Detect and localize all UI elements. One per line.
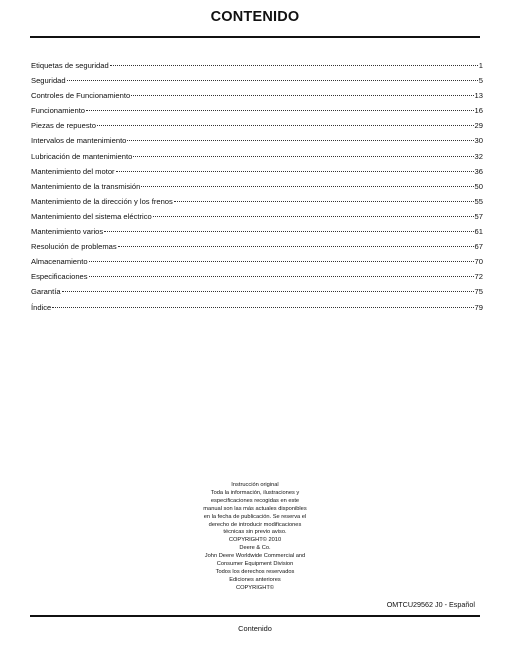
toc-entry-title: Garantía (31, 287, 61, 297)
toc-entry-page: 16 (474, 106, 483, 116)
toc-entry-page: 5 (478, 76, 483, 86)
toc-entry[interactable] (31, 118, 483, 133)
dot-leader (153, 216, 474, 217)
dot-leader (116, 171, 474, 172)
toc-entry-page: 32 (474, 151, 483, 161)
toc-entry-title: Funcionamiento (31, 106, 86, 116)
toc-entry-page: 75 (474, 287, 483, 297)
toc-entry-title: Índice (31, 302, 52, 312)
toc-entry[interactable] (31, 164, 483, 179)
dot-leader (131, 95, 473, 96)
toc-entry[interactable] (31, 179, 483, 194)
toc-entry-title: Piezas de repuesto (31, 121, 97, 131)
dot-leader (89, 276, 474, 277)
dot-leader (174, 201, 474, 202)
dot-leader (133, 156, 473, 157)
toc-entry[interactable] (31, 103, 483, 118)
notice-line: Ediciones anteriores (229, 576, 281, 583)
toc-entry-page: 13 (474, 91, 483, 101)
toc-entry[interactable] (31, 254, 483, 269)
toc-entry-page: 67 (474, 242, 483, 252)
toc-entry-page: 1 (478, 61, 483, 70)
toc-entry-title: Intervalos de mantenimiento (31, 136, 127, 146)
notice-line: John Deere Worldwide Commercial and (204, 553, 306, 560)
dot-leader (118, 246, 474, 247)
toc-entry[interactable] (31, 149, 483, 164)
notice-line: Toda la información, ilustraciones y (210, 489, 300, 496)
toc-entry-title: Lubricación de mantenimiento (31, 151, 133, 161)
toc-entry[interactable] (31, 224, 483, 239)
toc-entry-page: 30 (474, 136, 483, 146)
toc-entry-page: 55 (474, 196, 483, 206)
dot-leader (89, 261, 474, 262)
toc-entry-title: Etiquetas de seguridad (31, 61, 109, 70)
toc-entry-page: 36 (474, 166, 483, 176)
toc-entry-title: Mantenimiento del sistema eléctrico (31, 211, 152, 221)
dot-leader (104, 231, 473, 232)
toc-entry[interactable] (31, 300, 483, 315)
toc-entry-title: Controles de Funcionamiento (31, 91, 131, 101)
toc-entry-title: Mantenimiento de la dirección y los frenos (31, 196, 173, 206)
toc-entry-title: Mantenimiento varios (31, 227, 104, 237)
top-divider (30, 36, 480, 38)
dot-leader (86, 110, 474, 111)
toc-entry[interactable] (31, 88, 483, 103)
bottom-divider (30, 615, 480, 617)
toc-entry[interactable] (31, 194, 483, 209)
notice-line: derecho de introducir modificaciones (208, 521, 302, 528)
dot-leader (97, 125, 474, 126)
toc-entry-page: 50 (474, 181, 483, 191)
toc-entry-page: 29 (474, 121, 483, 131)
toc-entry-title: Seguridad (31, 76, 66, 86)
dot-leader (110, 65, 478, 66)
notice-line: Deere & Co. (239, 545, 271, 552)
dot-leader (141, 186, 473, 187)
toc-entry-title: Almacenamiento (31, 257, 88, 267)
notice-line: Instrucción original (231, 482, 279, 488)
document-code: OMTCU29562 J0 - Español (386, 600, 475, 609)
copyright-notice (185, 482, 325, 593)
notice-line: manual son las más actuales disponibles (203, 505, 307, 512)
toc-entry-title: Mantenimiento del motor (31, 166, 115, 176)
toc-entry-title: Resolución de problemas (31, 242, 117, 252)
toc-entry-page: 57 (474, 211, 483, 221)
table-of-contents (31, 58, 483, 315)
toc-entry-page: 79 (474, 302, 483, 312)
toc-entry-page: 70 (474, 257, 483, 267)
dot-leader (127, 140, 473, 141)
dot-leader (62, 291, 474, 292)
notice-line: especificaciones recogidas en este (210, 497, 300, 504)
page-title: CONTENIDO (210, 9, 300, 25)
toc-entry-title: Especificaciones (31, 272, 88, 282)
dot-leader (67, 80, 478, 81)
toc-entry[interactable] (31, 209, 483, 224)
toc-entry-page: 72 (474, 272, 483, 282)
notice-line: técnicas sin previo aviso. (223, 529, 287, 536)
notice-line: en la fecha de publicación. Se reserva el (203, 513, 307, 520)
toc-entry[interactable] (31, 269, 483, 284)
notice-line: Todos los derechos reservados (215, 568, 295, 575)
dot-leader (52, 307, 473, 308)
footer-label: Contenido (238, 624, 272, 633)
toc-entry[interactable] (31, 133, 483, 148)
toc-entry[interactable] (31, 58, 483, 73)
notice-line: COPYRIGHT© 2010 (228, 537, 282, 544)
toc-entry[interactable] (31, 239, 483, 254)
toc-entry-title: Mantenimiento de la transmisión (31, 181, 141, 191)
toc-entry[interactable] (31, 73, 483, 88)
toc-entry[interactable] (31, 284, 483, 299)
notice-line: COPYRIGHT© (235, 584, 274, 591)
toc-entry-page: 61 (474, 227, 483, 237)
notice-line: Consumer Equipment Division (216, 561, 294, 568)
